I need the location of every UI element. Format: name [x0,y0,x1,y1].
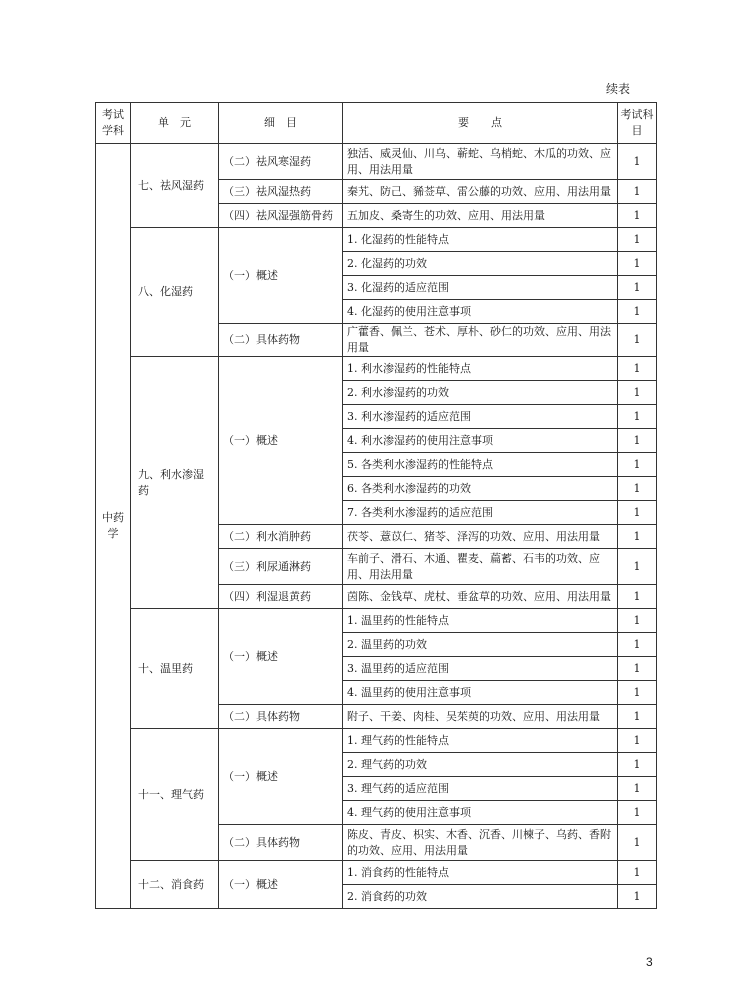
exam-subject-cell: 1 [618,144,657,180]
unit-cell: 十二、消食药 [131,861,219,909]
exam-subject-cell: 1 [618,300,657,324]
point-cell: 3. 理气药的适应范围 [343,777,618,801]
exam-subject-cell: 1 [618,753,657,777]
point-cell: 1. 理气药的性能特点 [343,729,618,753]
table-row [96,144,657,180]
table-row [96,357,657,381]
unit-cell: 十、温里药 [131,609,219,729]
exam-subject-cell: 1 [618,549,657,585]
exam-subject-cell: 1 [618,861,657,885]
point-cell: 7. 各类利水渗湿药的适应范围 [343,501,618,525]
point-cell: 6. 各类利水渗湿药的功效 [343,477,618,501]
table-row [96,609,657,633]
exam-subject-cell: 1 [618,276,657,300]
point-cell: 5. 各类利水渗湿药的性能特点 [343,453,618,477]
point-cell: 2. 利水渗湿药的功效 [343,381,618,405]
header-unit: 单 元 [131,103,219,144]
point-cell: 3. 利水渗湿药的适应范围 [343,405,618,429]
exam-subject-cell: 1 [618,729,657,753]
table-row [96,228,657,252]
header-detail: 细 目 [219,103,343,144]
exam-subject-cell: 1 [618,204,657,228]
continued-note: 续表 [606,82,631,96]
point-cell: 附子、干姜、肉桂、吴茱萸的功效、应用、用法用量 [343,705,618,729]
point-cell: 4. 温里药的使用注意事项 [343,681,618,705]
point-cell: 茵陈、金钱草、虎杖、垂盆草的功效、应用、用法用量 [343,585,618,609]
exam-subject-cell: 1 [618,525,657,549]
detail-cell: （二）利水消肿药 [219,525,343,549]
point-cell: 3. 温里药的适应范围 [343,657,618,681]
detail-cell: （四）利湿退黄药 [219,585,343,609]
detail-cell: （二）祛风寒湿药 [219,144,343,180]
exam-subject-cell: 1 [618,885,657,909]
point-cell: 1. 消食药的性能特点 [343,861,618,885]
unit-cell: 十一、理气药 [131,729,219,861]
exam-subject-cell: 1 [618,705,657,729]
detail-cell: （一）概述 [219,357,343,525]
detail-cell: （一）概述 [219,861,343,909]
exam-subject-cell: 1 [618,381,657,405]
header-exam-subject: 考试科目 [618,103,657,144]
point-cell: 五加皮、桑寄生的功效、应用、用法用量 [343,204,618,228]
point-cell: 4. 化湿药的使用注意事项 [343,300,618,324]
syllabus-table [95,102,657,909]
exam-subject-cell: 1 [618,657,657,681]
unit-cell: 七、祛风湿药 [131,144,219,228]
unit-cell: 八、化湿药 [131,228,219,357]
detail-cell: （一）概述 [219,228,343,324]
point-cell: 2. 消食药的功效 [343,885,618,909]
detail-cell: （二）具体药物 [219,705,343,729]
table-row [96,861,657,885]
exam-subject-cell: 1 [618,405,657,429]
exam-subject-cell: 1 [618,477,657,501]
detail-cell: （四）祛风湿强筋骨药 [219,204,343,228]
exam-subject-cell: 1 [618,633,657,657]
detail-cell: （二）具体药物 [219,324,343,357]
exam-subject-cell: 1 [618,180,657,204]
point-cell: 茯苓、薏苡仁、猪苓、泽泻的功效、应用、用法用量 [343,525,618,549]
exam-subject-cell: 1 [618,252,657,276]
exam-subject-cell: 1 [618,825,657,861]
exam-subject-cell: 1 [618,324,657,357]
exam-subject-cell: 1 [618,681,657,705]
exam-subject-cell: 1 [618,453,657,477]
subject-cell: 中药学 [96,144,131,909]
detail-cell: （一）概述 [219,729,343,825]
exam-subject-cell: 1 [618,777,657,801]
exam-subject-cell: 1 [618,585,657,609]
exam-subject-cell: 1 [618,228,657,252]
table-header-row [96,103,657,144]
point-cell: 广藿香、佩兰、苍术、厚朴、砂仁的功效、应用、用法用量 [343,324,618,357]
point-cell: 1. 温里药的性能特点 [343,609,618,633]
point-cell: 2. 理气药的功效 [343,753,618,777]
detail-cell: （一）概述 [219,609,343,705]
exam-subject-cell: 1 [618,609,657,633]
point-cell: 1. 化湿药的性能特点 [343,228,618,252]
table-row [96,729,657,753]
exam-subject-cell: 1 [618,801,657,825]
detail-cell: （三）祛风湿热药 [219,180,343,204]
detail-cell: （二）具体药物 [219,825,343,861]
exam-subject-cell: 1 [618,357,657,381]
detail-cell: （三）利尿通淋药 [219,549,343,585]
header-points: 要 点 [343,103,618,144]
unit-cell: 九、利水渗湿药 [131,357,219,609]
exam-subject-cell: 1 [618,501,657,525]
point-cell: 独活、威灵仙、川乌、蕲蛇、乌梢蛇、木瓜的功效、应用、用法用量 [343,144,618,180]
point-cell: 陈皮、青皮、枳实、木香、沉香、川楝子、乌药、香附的功效、应用、用法用量 [343,825,618,861]
point-cell: 秦艽、防己、豨莶草、雷公藤的功效、应用、用法用量 [343,180,618,204]
exam-subject-cell: 1 [618,429,657,453]
header-subject: 考试学科 [96,103,131,144]
point-cell: 2. 温里药的功效 [343,633,618,657]
point-cell: 4. 理气药的使用注意事项 [343,801,618,825]
point-cell: 2. 化湿药的功效 [343,252,618,276]
point-cell: 4. 利水渗湿药的使用注意事项 [343,429,618,453]
point-cell: 车前子、滑石、木通、瞿麦、萹蓄、石韦的功效、应用、用法用量 [343,549,618,585]
table-body [96,144,657,909]
page-number: 3 [646,955,653,969]
point-cell: 1. 利水渗湿药的性能特点 [343,357,618,381]
point-cell: 3. 化湿药的适应范围 [343,276,618,300]
